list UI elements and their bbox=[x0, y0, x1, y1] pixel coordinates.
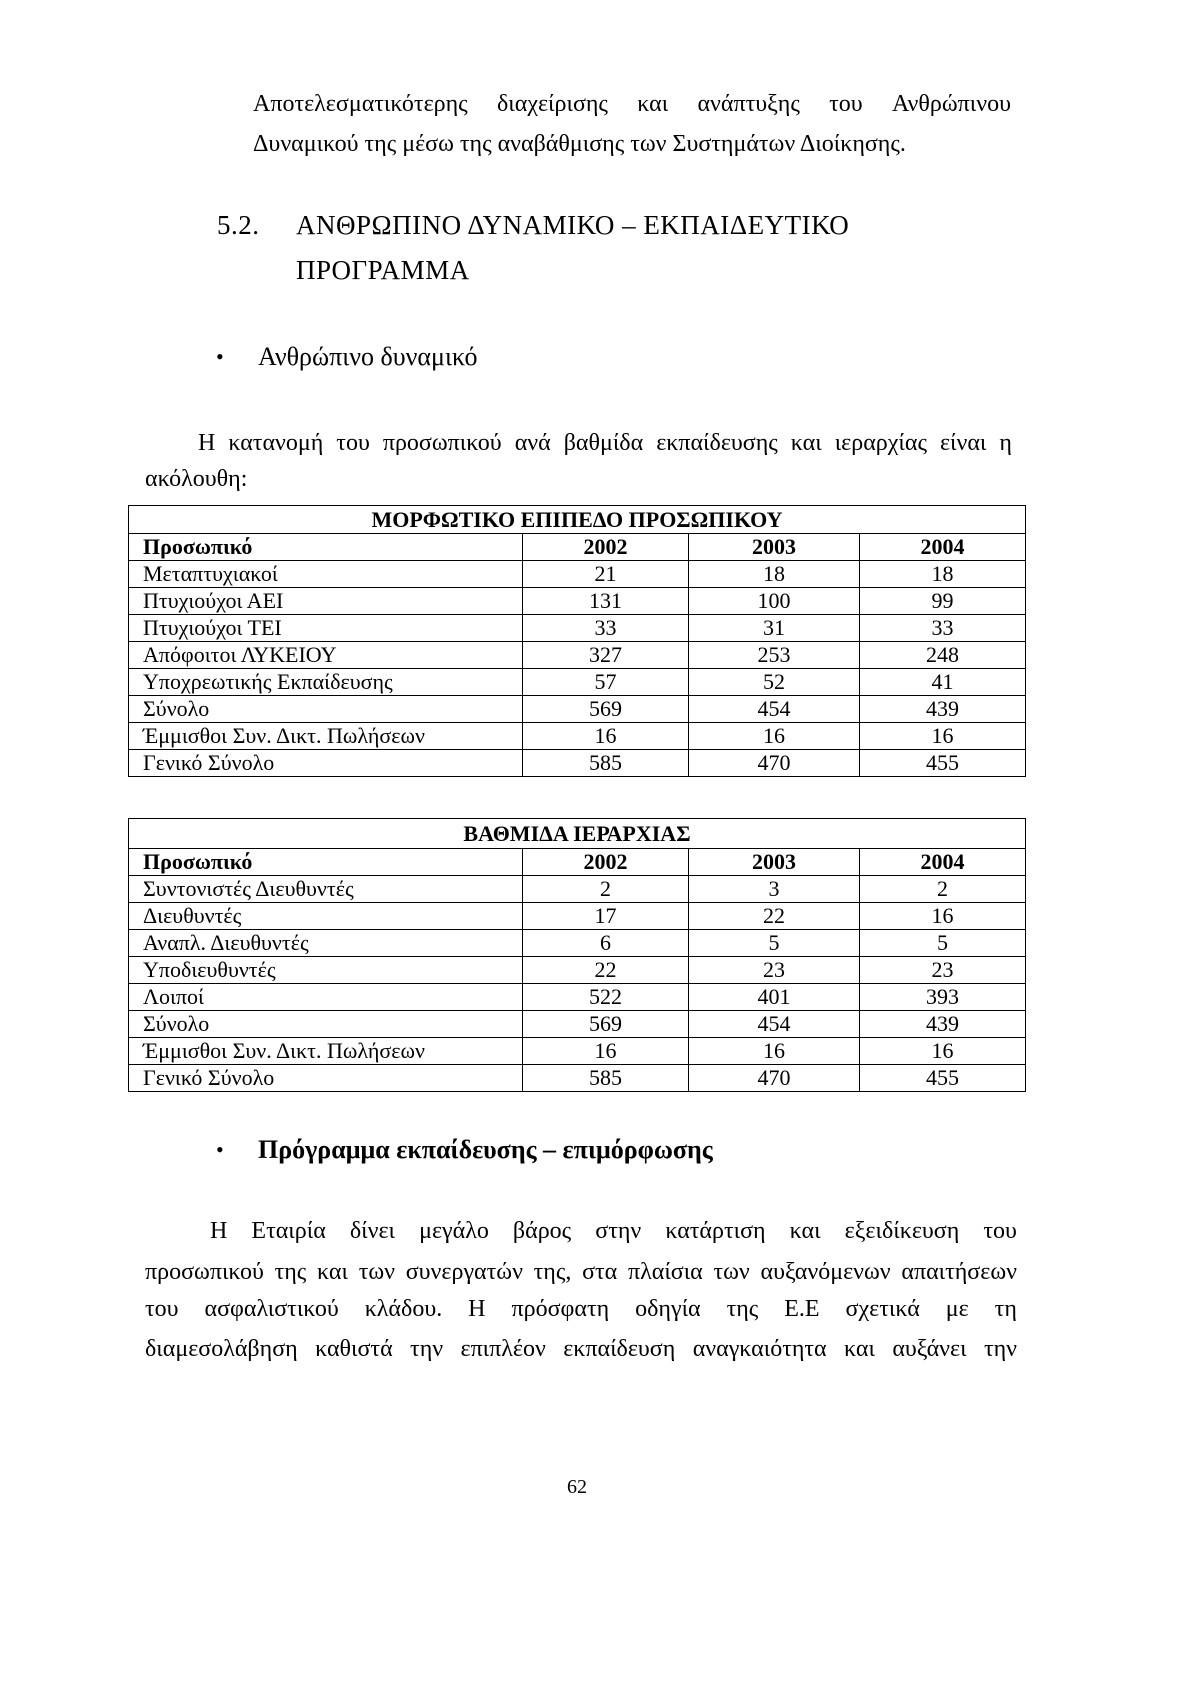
value-2003: 401 bbox=[689, 984, 860, 1011]
intro-line-1 bbox=[198, 431, 1012, 455]
hierarchy-level-table bbox=[128, 818, 1026, 1092]
word: και bbox=[844, 1336, 875, 1362]
value-2004: 18 bbox=[860, 561, 1026, 588]
value-2002: 57 bbox=[523, 669, 689, 696]
table-row bbox=[129, 930, 1026, 957]
table-row bbox=[129, 903, 1026, 930]
word: του bbox=[829, 91, 863, 117]
word: Ε.Ε bbox=[784, 1296, 820, 1322]
value-2002: 131 bbox=[523, 588, 689, 615]
bullet-label: Πρόγραμμα εκπαίδευσης – επιμόρφωσης bbox=[258, 1135, 713, 1164]
word: και bbox=[789, 1218, 821, 1244]
value-2004: 455 bbox=[860, 1065, 1026, 1092]
education-level-table bbox=[128, 505, 1026, 777]
value-2004: 393 bbox=[860, 984, 1026, 1011]
row-label: Απόφοιτοι ΛΥΚΕΙΟΥ bbox=[129, 642, 523, 669]
word: Η bbox=[210, 1218, 228, 1244]
table-row bbox=[129, 723, 1026, 750]
header-2002: 2002 bbox=[523, 534, 689, 561]
word: σχετικά bbox=[845, 1296, 920, 1322]
value-2004: 439 bbox=[860, 696, 1026, 723]
word: επιπλέον bbox=[460, 1336, 546, 1362]
word: Η bbox=[468, 1296, 486, 1322]
word: των bbox=[713, 1259, 750, 1285]
table-row bbox=[129, 615, 1026, 642]
value-2002: 33 bbox=[523, 615, 689, 642]
bullet-label: Ανθρώπινο δυναμικό bbox=[258, 342, 478, 371]
word: Ανθρώπινου bbox=[891, 91, 1011, 117]
header-2004: 2004 bbox=[860, 534, 1026, 561]
value-2003: 16 bbox=[689, 1038, 860, 1065]
value-2004: 5 bbox=[860, 930, 1026, 957]
table-row bbox=[129, 696, 1026, 723]
table-title-row bbox=[129, 819, 1026, 849]
row-label: Λοιποί bbox=[129, 984, 523, 1011]
bullet-training-program bbox=[212, 1137, 713, 1163]
word: στην bbox=[595, 1218, 642, 1244]
word: την bbox=[983, 1336, 1017, 1362]
value-2003: 5 bbox=[689, 930, 860, 957]
value-2002: 16 bbox=[523, 1038, 689, 1065]
value-2004: 16 bbox=[860, 723, 1026, 750]
word: βάρος bbox=[512, 1218, 572, 1244]
value-2004: 16 bbox=[860, 903, 1026, 930]
bullet-icon: • bbox=[216, 344, 224, 369]
word: και bbox=[317, 1259, 348, 1285]
row-label: Σύνολο bbox=[129, 696, 523, 723]
table-header-row bbox=[129, 849, 1026, 876]
row-label: Μεταπτυχιακοί bbox=[129, 561, 523, 588]
bullet-human-resources bbox=[212, 344, 478, 370]
word: και bbox=[790, 430, 822, 456]
word: είναι bbox=[939, 430, 987, 456]
value-2002: 585 bbox=[523, 1065, 689, 1092]
word: τη bbox=[994, 1296, 1017, 1322]
table-row bbox=[129, 750, 1026, 777]
word: εξειδίκευση bbox=[844, 1218, 960, 1244]
word: κλάδου. bbox=[364, 1296, 443, 1322]
word: κατανομή bbox=[228, 430, 324, 456]
word: της bbox=[726, 1296, 759, 1322]
word: ιεραρχίας bbox=[834, 430, 927, 456]
value-2004: 16 bbox=[860, 1038, 1026, 1065]
word: πρόσφατη bbox=[511, 1296, 610, 1322]
row-label: Σύνολο bbox=[129, 1011, 523, 1038]
paragraph-line-3 bbox=[145, 1297, 1017, 1321]
value-2002: 6 bbox=[523, 930, 689, 957]
table-row bbox=[129, 588, 1026, 615]
value-2003: 18 bbox=[689, 561, 860, 588]
word: με bbox=[945, 1296, 969, 1322]
value-2003: 253 bbox=[689, 642, 860, 669]
row-label: Γενικό Σύνολο bbox=[129, 750, 523, 777]
row-label: Υποχρεωτικής Εκπαίδευσης bbox=[129, 669, 523, 696]
word: της, bbox=[533, 1259, 572, 1285]
paragraph-line-2 bbox=[145, 1260, 1017, 1284]
word: του bbox=[983, 1218, 1017, 1244]
word: αυξανόμενων bbox=[760, 1259, 891, 1285]
value-2004: 41 bbox=[860, 669, 1026, 696]
row-label: Πτυχιούχοι ΤΕΙ bbox=[129, 615, 523, 642]
header-2003: 2003 bbox=[689, 534, 860, 561]
header-2004: 2004 bbox=[860, 849, 1026, 876]
row-label: Πτυχιούχοι ΑΕΙ bbox=[129, 588, 523, 615]
word: Η bbox=[198, 430, 216, 456]
word: του bbox=[336, 430, 370, 456]
word: Εταιρία bbox=[251, 1218, 326, 1244]
word: του bbox=[145, 1296, 179, 1322]
table-row bbox=[129, 1065, 1026, 1092]
value-2004: 33 bbox=[860, 615, 1026, 642]
word: διαμεσολάβηση bbox=[145, 1336, 298, 1362]
word: η bbox=[999, 430, 1012, 456]
word: ανάπτυξης bbox=[697, 91, 800, 117]
value-2004: 23 bbox=[860, 957, 1026, 984]
value-2002: 2 bbox=[523, 876, 689, 903]
value-2004: 248 bbox=[860, 642, 1026, 669]
value-2003: 470 bbox=[689, 750, 860, 777]
table-row bbox=[129, 957, 1026, 984]
word: προσωπικού bbox=[145, 1259, 264, 1285]
header-personnel: Προσωπικό bbox=[129, 534, 523, 561]
value-2003: 22 bbox=[689, 903, 860, 930]
word: ανά bbox=[514, 430, 551, 456]
table-title: ΜΟΡΦΩΤΙΚΟ ΕΠΙΠΕΔΟ ΠΡΟΣΩΠΙΚΟΥ bbox=[129, 506, 1026, 534]
word: οδηγία bbox=[635, 1296, 701, 1322]
value-2003: 52 bbox=[689, 669, 860, 696]
word: στα bbox=[582, 1259, 618, 1285]
paragraph-line-1 bbox=[210, 1219, 1017, 1243]
value-2003: 31 bbox=[689, 615, 860, 642]
table-title: ΒΑΘΜΙΔΑ ΙΕΡΑΡΧΙΑΣ bbox=[129, 819, 1026, 849]
value-2003: 470 bbox=[689, 1065, 860, 1092]
word: κατάρτιση bbox=[665, 1218, 766, 1244]
value-2003: 23 bbox=[689, 957, 860, 984]
section-number: 5.2. bbox=[217, 210, 260, 240]
table-row bbox=[129, 642, 1026, 669]
value-2004: 2 bbox=[860, 876, 1026, 903]
value-2004: 439 bbox=[860, 1011, 1026, 1038]
value-2004: 455 bbox=[860, 750, 1026, 777]
bullet-icon: • bbox=[216, 1137, 224, 1162]
value-2002: 21 bbox=[523, 561, 689, 588]
row-label: Υποδιευθυντές bbox=[129, 957, 523, 984]
table-row bbox=[129, 1038, 1026, 1065]
row-label: Διευθυντές bbox=[129, 903, 523, 930]
word: απαιτήσεων bbox=[901, 1259, 1017, 1285]
row-label: Συντονιστές Διευθυντές bbox=[129, 876, 523, 903]
table-header-row bbox=[129, 534, 1026, 561]
value-2002: 16 bbox=[523, 723, 689, 750]
value-2002: 569 bbox=[523, 1011, 689, 1038]
word: μεγάλο bbox=[419, 1218, 489, 1244]
row-label: Έμμισθοι Συν. Δικτ. Πωλήσεων bbox=[129, 1038, 523, 1065]
value-2002: 522 bbox=[523, 984, 689, 1011]
word: διαχείρισης bbox=[496, 91, 608, 117]
value-2003: 454 bbox=[689, 696, 860, 723]
word: βαθμίδα bbox=[563, 430, 644, 456]
word: εκπαίδευση bbox=[563, 1336, 676, 1362]
value-2002: 585 bbox=[523, 750, 689, 777]
word: Αποτελεσματικότερης bbox=[253, 91, 468, 117]
running-header-line-2: Δυναμικού της μέσω της αναβάθμισης των Συστημάτων Διοίκησης. bbox=[253, 131, 906, 157]
row-label: Αναπλ. Διευθυντές bbox=[129, 930, 523, 957]
table-title-row bbox=[129, 506, 1026, 534]
table-row bbox=[129, 1011, 1026, 1038]
page-number: 62 bbox=[567, 1476, 587, 1498]
value-2003: 454 bbox=[689, 1011, 860, 1038]
value-2002: 327 bbox=[523, 642, 689, 669]
word: αναγκαιότητα bbox=[692, 1336, 827, 1362]
row-label: Γενικό Σύνολο bbox=[129, 1065, 523, 1092]
word: πλαίσια bbox=[627, 1259, 703, 1285]
running-header-line-1 bbox=[253, 92, 1011, 116]
word: και bbox=[637, 91, 669, 117]
paragraph-line-4 bbox=[145, 1337, 1017, 1361]
section-title-line-1: ΑΝΘΡΩΠΙΝΟ ΔΥΝΑΜΙΚΟ – ΕΚΠΑΙΔΕΥΤΙΚΟ bbox=[296, 210, 850, 240]
header-personnel: Προσωπικό bbox=[129, 849, 523, 876]
word: εκπαίδευσης bbox=[656, 430, 778, 456]
table-row bbox=[129, 984, 1026, 1011]
table-row bbox=[129, 876, 1026, 903]
value-2004: 99 bbox=[860, 588, 1026, 615]
table-row bbox=[129, 669, 1026, 696]
value-2002: 22 bbox=[523, 957, 689, 984]
header-2002: 2002 bbox=[523, 849, 689, 876]
section-title-line-2: ΠΡΟΓΡΑΜΜΑ bbox=[296, 255, 470, 285]
word: της bbox=[274, 1259, 307, 1285]
word: αυξάνει bbox=[892, 1336, 967, 1362]
word: καθιστά bbox=[315, 1336, 393, 1362]
value-2003: 100 bbox=[689, 588, 860, 615]
word: των bbox=[358, 1259, 395, 1285]
word: προσωπικού bbox=[382, 430, 502, 456]
value-2003: 3 bbox=[689, 876, 860, 903]
row-label: Έμμισθοι Συν. Δικτ. Πωλήσεων bbox=[129, 723, 523, 750]
table-row bbox=[129, 561, 1026, 588]
value-2003: 16 bbox=[689, 723, 860, 750]
word: δίνει bbox=[349, 1218, 395, 1244]
header-2003: 2003 bbox=[689, 849, 860, 876]
word: ασφαλιστικού bbox=[204, 1296, 339, 1322]
value-2002: 17 bbox=[523, 903, 689, 930]
value-2002: 569 bbox=[523, 696, 689, 723]
word: την bbox=[410, 1336, 444, 1362]
word: συνεργατών bbox=[405, 1259, 523, 1285]
intro-line-2: ακόλουθη: bbox=[145, 466, 248, 492]
